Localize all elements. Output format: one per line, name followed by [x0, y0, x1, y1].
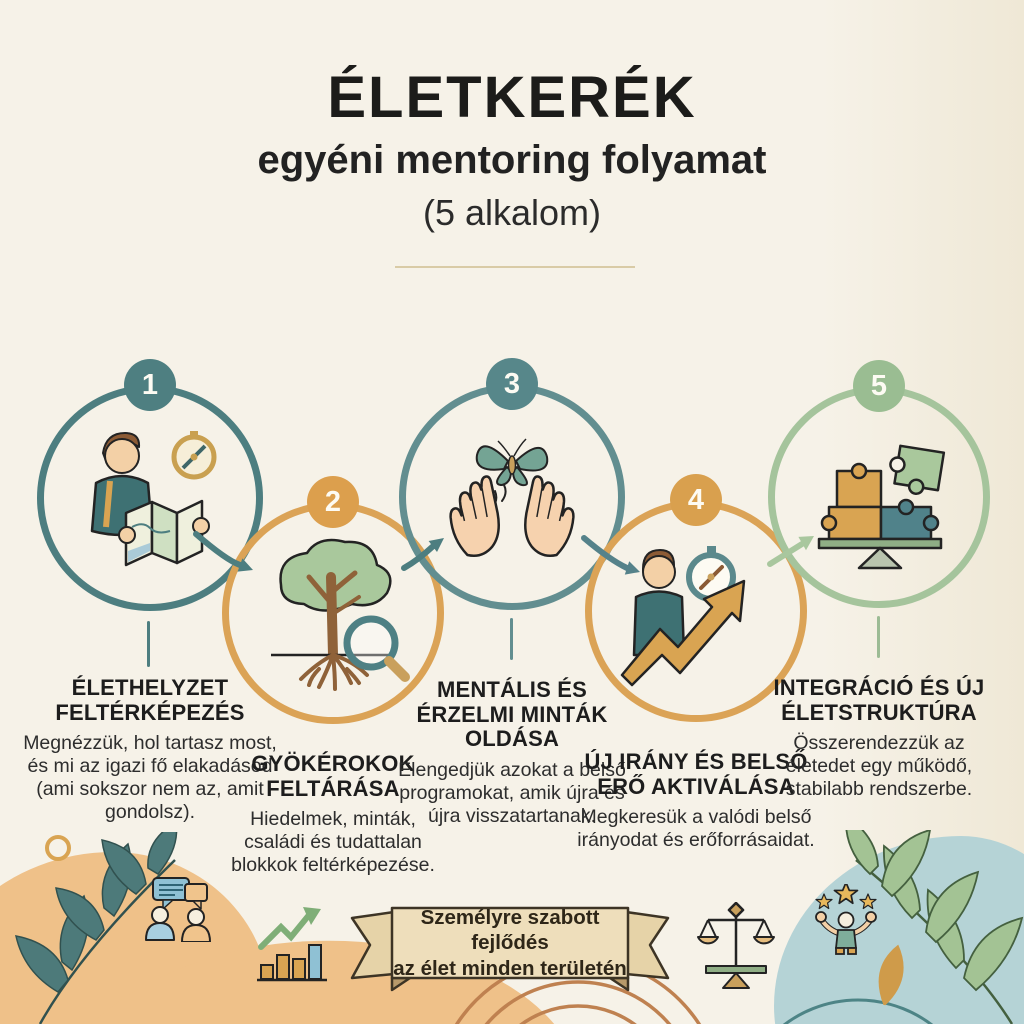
tree-roots-magnifier-icon: [253, 531, 413, 695]
step-description: Megkeresük a valódi belső irányodat és erőforrásaidat.: [577, 806, 815, 852]
connector-line-step5: [877, 616, 880, 658]
step-number-badge-4: [670, 474, 722, 526]
step-heading: GYÖKÉROKOK FELTÁRÁSA: [251, 751, 415, 801]
banner-line-2: az élet minden területén: [393, 956, 627, 980]
growth-chart-icon: [251, 903, 335, 983]
banner-line-1: Személyre szabott fejlődés: [420, 905, 600, 955]
conversation-icon: [137, 876, 219, 942]
step-heading: ÚJ IRÁNY ÉS BELSŐ ERŐ AKTIVÁLÁSA: [584, 749, 808, 799]
session-count: (5 alkalom): [422, 192, 602, 233]
step-heading: MENTÁLIS ÉS ÉRZELMI MINTÁK OLDÁSA: [416, 677, 608, 752]
step-heading: ÉLETHELYZET FELTÉRKÉPEZÉS: [55, 675, 245, 725]
step-number: 3: [503, 367, 521, 400]
puzzle-balance-icon: [797, 421, 961, 573]
step-number: 4: [687, 483, 705, 516]
banner-text: [392, 905, 628, 980]
growth-compass-icon: [616, 535, 776, 687]
step-number: 2: [324, 485, 342, 518]
page-subtitle: egyéni mentoring folyamat: [257, 138, 767, 182]
step-description: Megnézzük, hol tartasz most, és mi az igazi fő elakadásod (ami sokszor nem az, amit gondolsz).: [23, 732, 277, 823]
step-heading: INTEGRÁCIÓ ÉS ÚJ ÉLETSTRUKTÚRA: [773, 675, 985, 725]
celebration-icon: [808, 884, 884, 968]
connector-line-step3: [510, 618, 513, 660]
step-description: Összerendezzük az életedet egy működő, stabilabb rendszerbe.: [785, 732, 973, 800]
header-divider: [395, 266, 635, 268]
step-text-5: [756, 676, 1002, 801]
page-title: ÉLETKERÉK: [327, 65, 697, 130]
connector-line-step1: [147, 621, 150, 667]
step-number-badge-3: [486, 358, 538, 410]
balance-scales-icon: [696, 902, 776, 990]
step-number: 1: [141, 368, 159, 401]
step-description: Elengedjük azokat a belső programokat, amik újra és újra visszatartanak.: [398, 758, 626, 827]
step-number: 5: [870, 369, 888, 402]
step-number-badge-1: [124, 359, 176, 411]
map-explorer-icon: [70, 423, 230, 573]
step-number-badge-5: [853, 360, 905, 412]
step-number-badge-2: [307, 476, 359, 528]
step-circle-5: [768, 386, 990, 608]
step-description: Hiedelmek, minták, családi és tudattalan blokkok feltérképezése.: [231, 808, 435, 876]
hands-butterfly-icon: [432, 421, 592, 573]
